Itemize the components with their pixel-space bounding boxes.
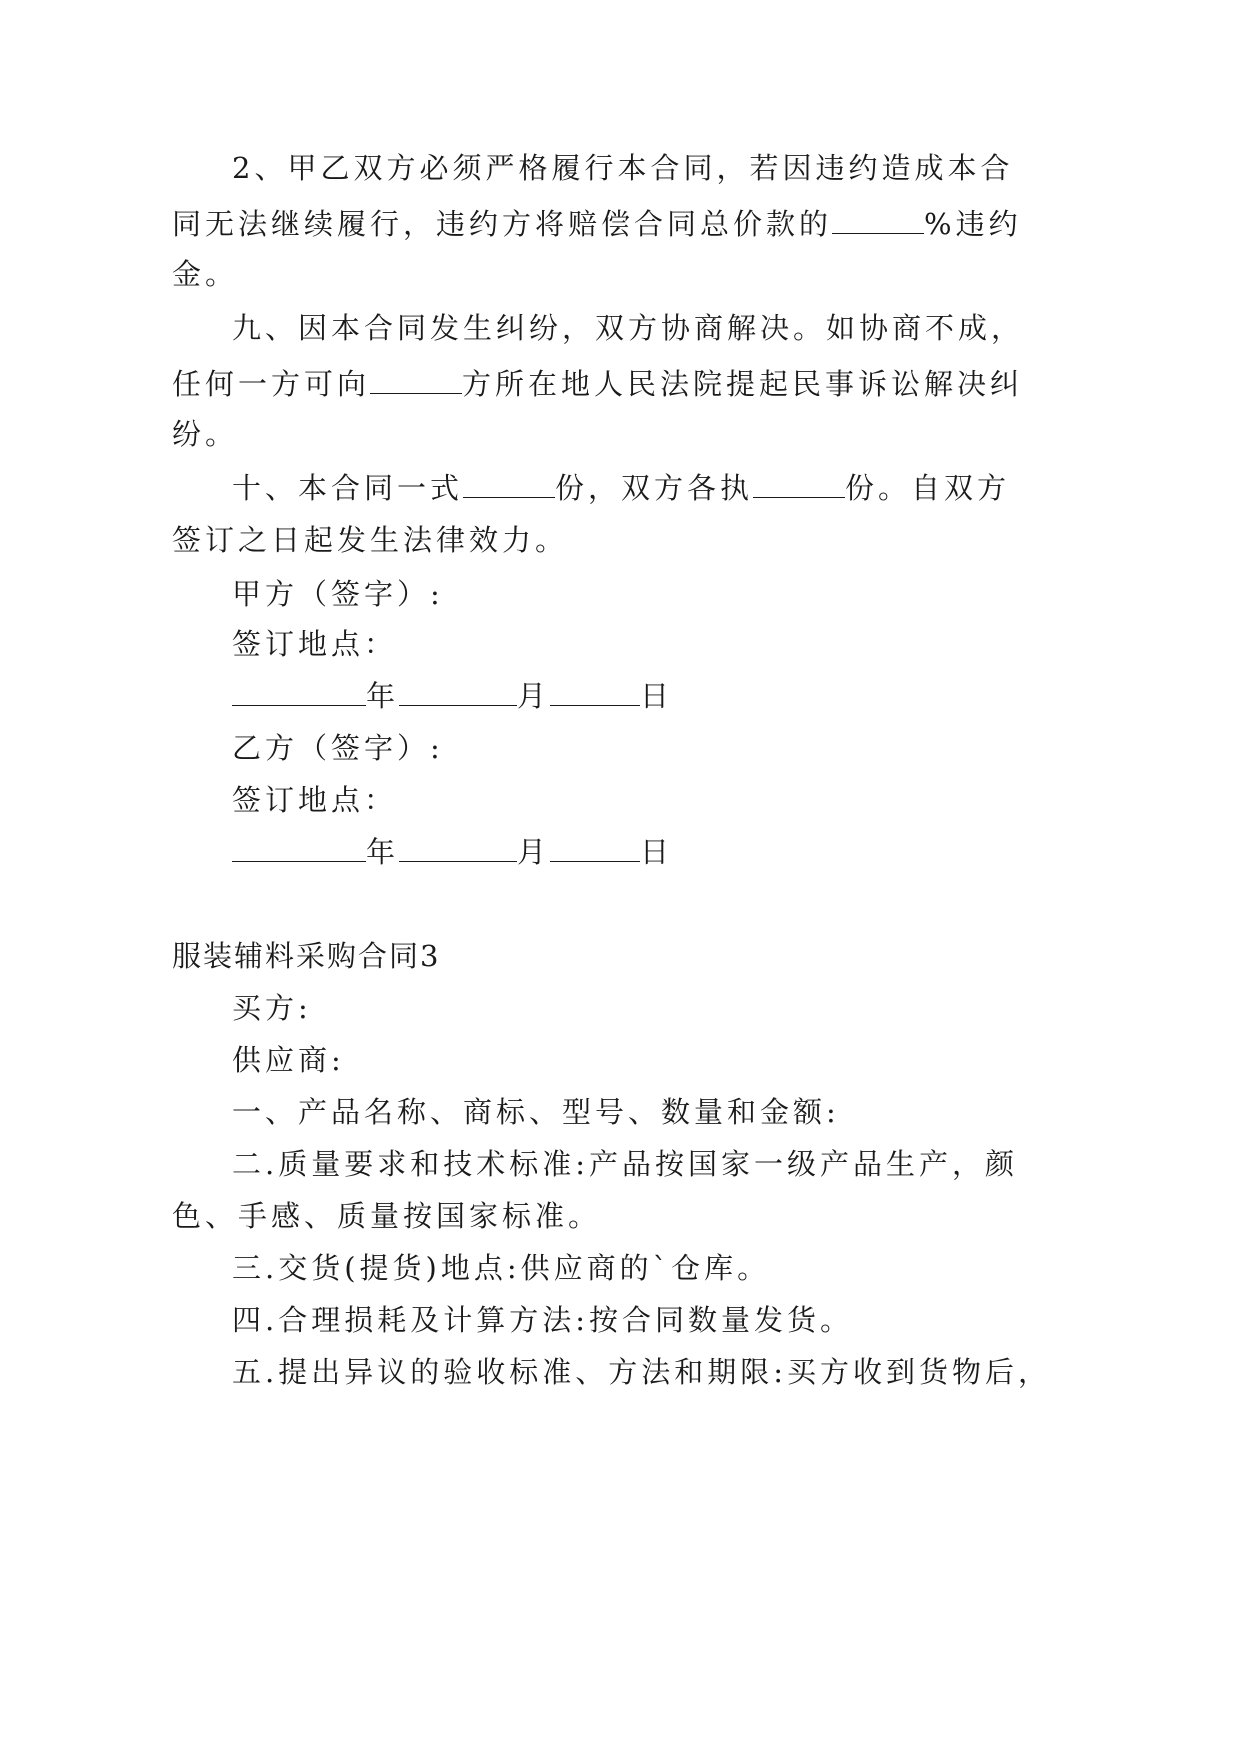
text: 三.交货(提货)地点:供应商的`仓库。 bbox=[232, 1251, 771, 1285]
text: 色、手感、质量按国家标准。 bbox=[172, 1199, 602, 1233]
supplier-label bbox=[232, 1040, 345, 1080]
text: 份，双方各执 bbox=[555, 471, 754, 505]
text: 十、本合同一式 bbox=[232, 471, 464, 505]
text: 金。 bbox=[172, 257, 239, 291]
blank-underline bbox=[232, 835, 366, 862]
party-a-place bbox=[232, 624, 397, 664]
text: 年 bbox=[366, 835, 400, 869]
paragraph-breach-line-3 bbox=[172, 254, 238, 294]
blank-underline bbox=[399, 835, 517, 862]
party-b-place bbox=[232, 780, 397, 820]
party-a-signature bbox=[232, 574, 444, 614]
party-b-date bbox=[232, 832, 673, 872]
text: 签订之日起发生法律效力。 bbox=[172, 523, 569, 557]
clause-product bbox=[232, 1092, 840, 1132]
blank-underline bbox=[550, 679, 640, 706]
paragraph-dispute-line-3 bbox=[172, 414, 238, 454]
text: 签订地点： bbox=[232, 627, 398, 661]
text: 签订地点： bbox=[232, 783, 398, 817]
text: 纷。 bbox=[172, 417, 239, 451]
clause-objection bbox=[232, 1352, 1051, 1392]
text: 四.合理损耗及计算方法:按合同数量发货。 bbox=[232, 1303, 853, 1337]
blank-underline bbox=[463, 471, 555, 498]
party-b-signature bbox=[232, 728, 444, 768]
buyer-label bbox=[232, 988, 312, 1028]
text: 日 bbox=[640, 835, 674, 869]
blank-underline bbox=[832, 207, 924, 234]
text: 九、因本合同发生纠纷，双方协商解决。如协商不成， bbox=[232, 311, 1025, 345]
party-a-date bbox=[232, 676, 673, 716]
clause-quality-line-2 bbox=[172, 1196, 601, 1236]
text: 甲方（签字）: bbox=[232, 577, 444, 611]
paragraph-breach-line-2 bbox=[172, 204, 1022, 244]
paragraph-dispute-line-1 bbox=[232, 308, 1024, 348]
text: %违约 bbox=[924, 207, 1022, 241]
text: 份。自双方 bbox=[845, 471, 1011, 505]
blank-underline bbox=[753, 471, 845, 498]
clause-quality-line-1 bbox=[232, 1144, 1018, 1184]
section-heading bbox=[172, 936, 440, 976]
text: 月 bbox=[517, 835, 551, 869]
blank-underline bbox=[370, 367, 462, 394]
text: 供应商: bbox=[232, 1043, 345, 1077]
clause-loss bbox=[232, 1300, 853, 1340]
blank-underline bbox=[232, 679, 366, 706]
text: 2、甲乙双方必须严格履行本合同，若因违约造成本合 bbox=[232, 151, 1014, 185]
paragraph-copies-line-2 bbox=[172, 520, 568, 560]
text: 五.提出异议的验收标准、方法和期限:买方收到货物后， bbox=[232, 1355, 1051, 1389]
text: 月 bbox=[517, 679, 551, 713]
text: 方所在地人民法院提起民事诉讼解决纠 bbox=[462, 367, 1024, 401]
text: 二.质量要求和技术标准:产品按国家一级产品生产，颜 bbox=[232, 1147, 1018, 1181]
paragraph-breach-line-1 bbox=[232, 148, 1013, 188]
blank-underline bbox=[550, 835, 640, 862]
text: 乙方（签字）: bbox=[232, 731, 444, 765]
text: 买方: bbox=[232, 991, 312, 1025]
paragraph-dispute-line-2 bbox=[172, 364, 1023, 404]
text: 日 bbox=[640, 679, 674, 713]
text: 同无法继续履行，违约方将赔偿合同总价款的 bbox=[172, 207, 833, 241]
text: 任何一方可向 bbox=[172, 367, 371, 401]
blank-underline bbox=[399, 679, 517, 706]
text: 年 bbox=[366, 679, 400, 713]
paragraph-copies-line-1 bbox=[232, 468, 1010, 508]
text: 一、产品名称、商标、型号、数量和金额: bbox=[232, 1095, 840, 1129]
heading-text: 服装辅料采购合同3 bbox=[172, 939, 441, 973]
clause-delivery bbox=[232, 1248, 770, 1288]
